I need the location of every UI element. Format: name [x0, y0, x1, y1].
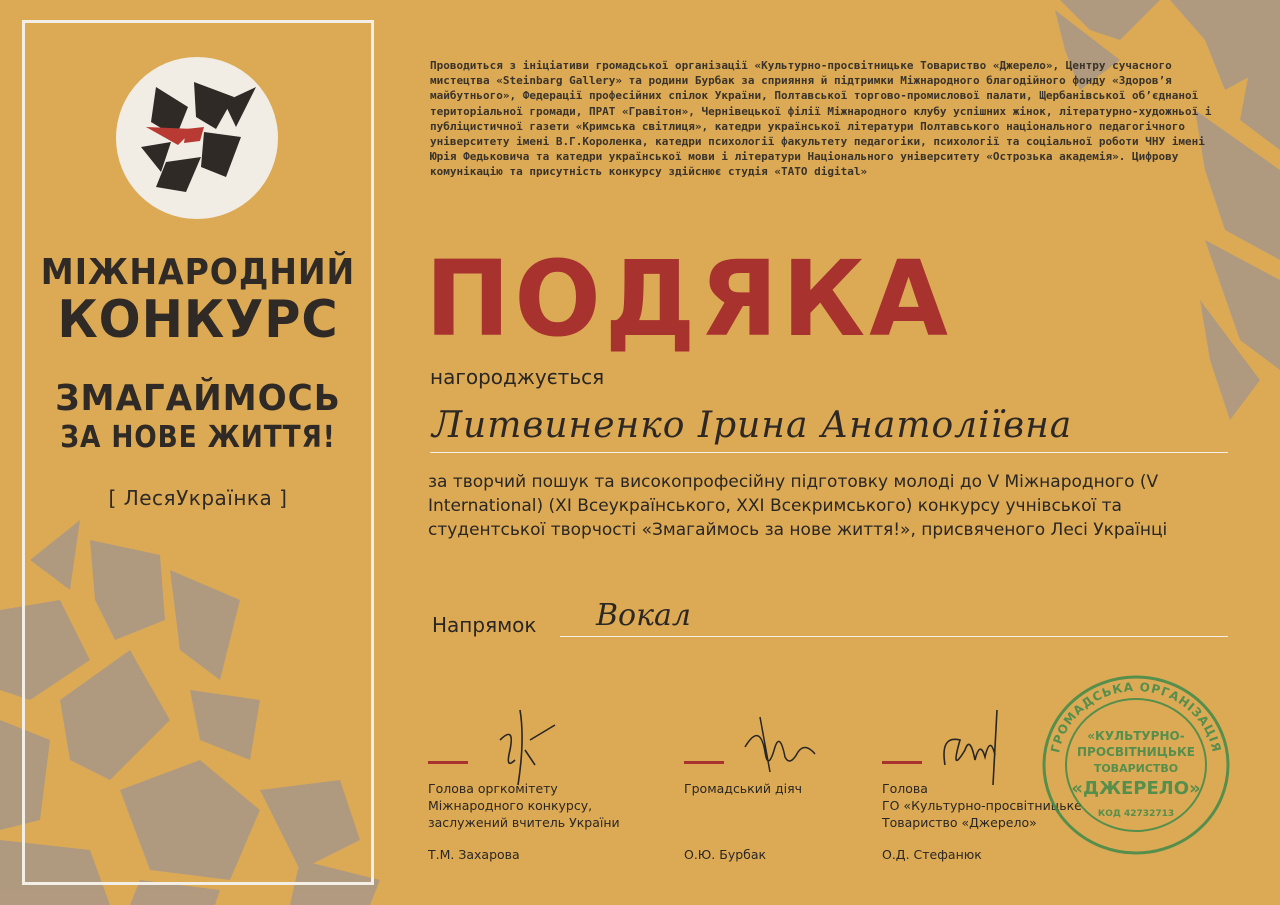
signatory-1-name: Т.М. Захарова [428, 847, 520, 862]
contest-title-line2: КОНКУРС [57, 290, 339, 350]
contest-title-line3: ЗМАГАЙМОСЬ [55, 378, 341, 419]
stamp-outer-text: ГРОМАДСЬКА ОРГАНІЗАЦІЯ [1048, 679, 1224, 755]
stamp-line1: «КУЛЬТУРНО- [1087, 729, 1185, 743]
signature-marker-2 [684, 761, 724, 764]
stamp-code: КОД 42732713 [1097, 809, 1175, 819]
contest-logo [116, 57, 278, 219]
awarded-label: нагороджується [430, 365, 605, 389]
award-reason: за творчий пошук та високопрофесійну підготовку молоді до V Міжнародного (V International) (XI Всеукраїнського, XXI Всекримського) конкурсу учнівської та студентської творчості «Змагаймось за нове життя!», присвяченого Лесі Українці [428, 472, 1168, 540]
flower-icon [116, 57, 278, 219]
signatory-1-role-line1: Голова оргкомітету [428, 781, 558, 796]
signatory-2-role [684, 780, 802, 797]
stamp-line4: «ДЖЕРЕЛО» [1071, 778, 1201, 799]
direction-underline [560, 636, 1228, 637]
recipient-name: Литвиненко Ірина Анатоліївна [432, 405, 1073, 446]
signature-marker-1 [428, 761, 468, 764]
signatory-3-role-line1: Голова [882, 781, 928, 796]
contest-title-line1: МІЖНАРОДНИЙ [40, 252, 356, 293]
signatory-1-role [428, 780, 620, 831]
stamp-line2: ПРОСВІТНИЦЬКЕ [1076, 745, 1196, 759]
direction-value: Вокал [596, 598, 692, 633]
signatory-1-role-line3: заслужений вчитель України [428, 815, 620, 830]
recipient-underline [430, 452, 1228, 453]
organization-stamp [1036, 670, 1236, 860]
signature-1 [480, 690, 570, 790]
signatory-3-role-line2: ГО «Культурно-просвітницьке [882, 798, 1082, 813]
direction-label: Напрямок [432, 613, 537, 637]
signature-marker-3 [882, 761, 922, 764]
sponsor-text: Проводиться з ініціативи громадської організації «Культурно-просвітницьке Товариство «Джерело», Центру сучасного мистецтва «Steinbarg Gallery» та родини Бурбак за сприяння й підтримки Міжнародного благодійного фонду «Здоров’я майбутнього», Федерації професійних спілок України, Полтавської торгово-промислової палати, Щербанівської об’єднаної територіальної громади, ПРАТ «Гравітон», Чернівецької філії Міжнародного клубу успішних жінок, літературно-художньої і публіцистичної газети «Кримська світлиця», катедри української літератури Полтавського національного педагогічного університету імені В.Г.Короленка, катедри психології факультету педагогіки, психології та соціальної роботи ЧНУ імені Юрія Федьковича та катедри української мови і літератури Національного університету «Острозька академія». Цифрову комунікацію та присутність конкурсу здійснює студія «TATO digital» [430, 59, 1212, 179]
signature-3 [935, 705, 1015, 790]
contest-title-line4: ЗА НОВЕ ЖИТТЯ! [60, 420, 336, 455]
signatory-2-name: О.Ю. Бурбак [684, 847, 767, 862]
stamp-line3: ТОВАРИСТВО [1093, 762, 1179, 775]
signatory-3-role-line3: Товариство «Джерело» [882, 815, 1037, 830]
signatory-3-name: О.Д. Стефанюк [882, 847, 982, 862]
signatory-2-role-line1: Громадський діяч [684, 781, 802, 796]
signature-2 [740, 712, 830, 782]
contest-tagline: [ ЛесяУкраїнка ] [108, 486, 288, 510]
certificate-heading: ПОДЯКА [425, 238, 952, 360]
signatory-1-role-line2: Міжнародного конкурсу, [428, 798, 593, 813]
